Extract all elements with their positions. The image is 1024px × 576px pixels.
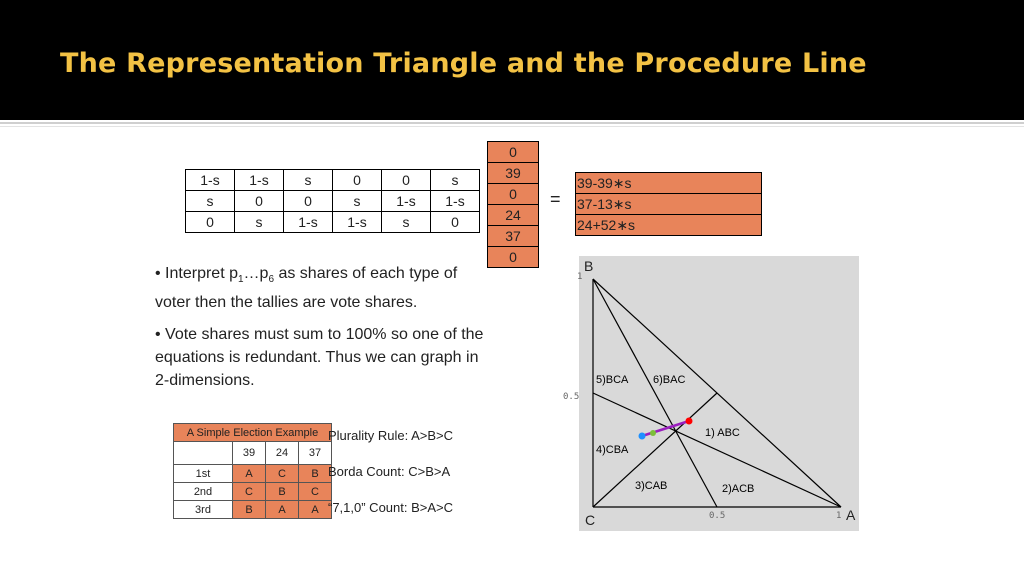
- profile-cell: 37: [488, 226, 539, 247]
- table-row: [174, 465, 332, 483]
- matrix-cell: 1-s: [333, 212, 382, 233]
- matrix-cell: s: [382, 212, 431, 233]
- voter-count: 37: [299, 442, 332, 465]
- profile-cell: 0: [488, 142, 539, 163]
- matrix-cell: 0: [333, 170, 382, 191]
- rank-label: 1st: [174, 465, 233, 483]
- bullet-interpret: [155, 262, 495, 314]
- borda-point: [639, 433, 646, 440]
- tick-label: 0.5: [709, 511, 726, 521]
- matrix-cell: s: [333, 191, 382, 212]
- plurality-result: Plurality Rule: A>B>C: [328, 428, 454, 443]
- profile-cell: 0: [488, 247, 539, 268]
- matrix-cell: s: [431, 170, 480, 191]
- region-label: 2)ACB: [722, 483, 755, 495]
- tick-label: 0.5: [563, 392, 580, 402]
- ranking-cell: C: [299, 483, 332, 501]
- profile-cell: 0: [488, 184, 539, 205]
- matrix-cell: 1-s: [431, 191, 480, 212]
- subscript: 6: [268, 274, 275, 286]
- matrix-cell: s: [284, 170, 333, 191]
- ranking-cell: B: [266, 483, 299, 501]
- ranking-cell: B: [233, 501, 266, 519]
- matrix-cell: s: [186, 191, 235, 212]
- matrix-cell: 1-s: [382, 191, 431, 212]
- median-from-b: [593, 279, 717, 507]
- table-row: [174, 501, 332, 519]
- matrix-cell: 0: [382, 170, 431, 191]
- matrix-cell: s: [235, 212, 284, 233]
- coefficient-matrix: [185, 169, 480, 233]
- vertex-label-c: C: [585, 512, 596, 528]
- slide-title: The Representation Triangle and the Procedure Line: [60, 48, 867, 79]
- matrix-cell: 0: [284, 191, 333, 212]
- seven-one-zero-point: [650, 430, 656, 436]
- election-table: [173, 423, 332, 519]
- region-label: 4)CBA: [596, 444, 629, 456]
- bullet-text: • Interpret p: [155, 265, 238, 282]
- empty-cell: [174, 442, 233, 465]
- ranking-cell: A: [266, 501, 299, 519]
- result-cell: 39-39∗s: [576, 173, 762, 194]
- tick-label: 1: [577, 272, 583, 282]
- bullet-text: as shares of each type of voter then the tallies are vote shares.: [155, 265, 458, 312]
- profile-vector: [487, 141, 539, 268]
- equals-sign: =: [550, 189, 561, 209]
- slide-header: [0, 0, 1024, 120]
- voter-count: 24: [266, 442, 299, 465]
- result-cell: 24+52∗s: [576, 215, 762, 236]
- election-title: A Simple Election Example: [174, 424, 332, 442]
- triangle-lines: [593, 279, 841, 507]
- matrix-cell: 0: [431, 212, 480, 233]
- matrix-cell: 0: [235, 191, 284, 212]
- plurality-point: [686, 418, 693, 425]
- matrix-cell: 0: [186, 212, 235, 233]
- borda-result: Borda Count: C>B>A: [328, 464, 451, 479]
- matrix-cell: 1-s: [235, 170, 284, 191]
- result-vector: [575, 172, 762, 236]
- result-cell: 37-13∗s: [576, 194, 762, 215]
- vertex-label-b: B: [584, 258, 594, 274]
- vertex-label-a: A: [846, 507, 856, 523]
- ranking-cell: A: [299, 501, 332, 519]
- voter-count: 39: [233, 442, 266, 465]
- ranking-cell: A: [233, 465, 266, 483]
- matrix-cell: 1-s: [284, 212, 333, 233]
- subscript: 1: [237, 274, 244, 286]
- bullet-vote-shares: • Vote shares must sum to 100% so one of the equations is redundant. Thus we can graph in 2-dimensions.: [155, 326, 484, 389]
- matrix-row: [186, 191, 480, 212]
- region-label: 5)BCA: [596, 374, 629, 386]
- region-label: 6)BAC: [653, 374, 686, 386]
- bullet-text: …p: [243, 265, 269, 282]
- matrix-row: [186, 170, 480, 191]
- region-label: 1) ABC: [705, 427, 740, 439]
- matrix-cell: 1-s: [186, 170, 235, 191]
- matrix-row: [186, 212, 480, 233]
- table-row: [174, 483, 332, 501]
- region-label: 3)CAB: [635, 480, 668, 492]
- ranking-cell: B: [299, 465, 332, 483]
- median-from-a: [593, 393, 841, 507]
- rank-label: 3rd: [174, 501, 233, 519]
- representation-triangle: [562, 256, 862, 536]
- header-rule: [0, 122, 1024, 124]
- ranking-cell: C: [233, 483, 266, 501]
- header-rule-thin: [0, 126, 1024, 127]
- tick-label: 1: [836, 511, 842, 521]
- profile-cell: 39: [488, 163, 539, 184]
- rank-label: 2nd: [174, 483, 233, 501]
- profile-cell: 24: [488, 205, 539, 226]
- ranking-cell: C: [266, 465, 299, 483]
- seven-one-zero-result: “7,1,0” Count: B>A>C: [328, 500, 454, 515]
